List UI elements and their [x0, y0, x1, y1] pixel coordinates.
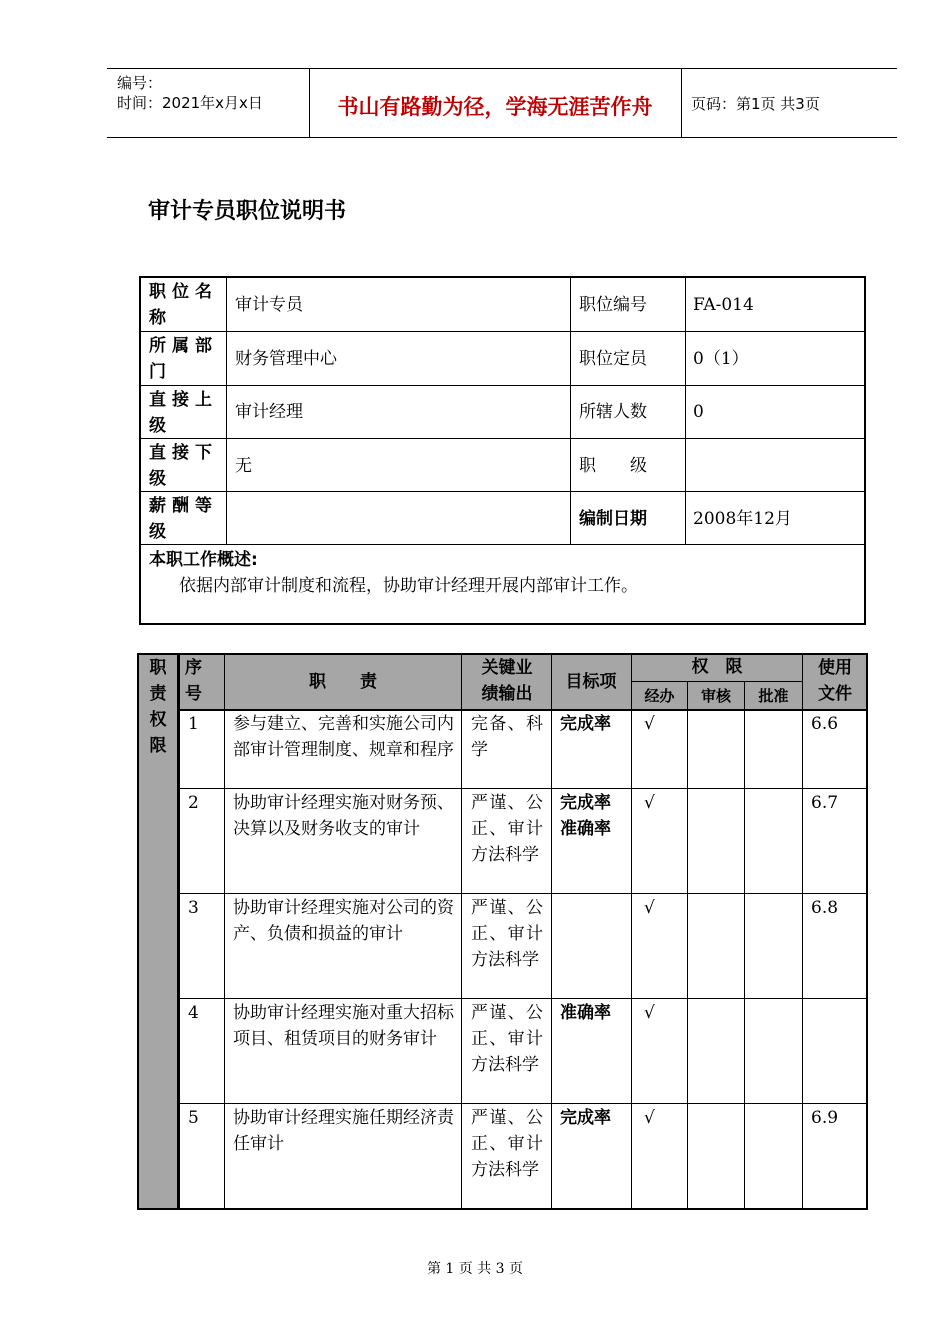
row-3-handle: √ [644, 898, 655, 918]
row-3-output: 严谨、公正、审计方法科学 [471, 898, 543, 970]
row-1-seq: 1 [188, 714, 199, 734]
summary-text: 依据内部审计制度和流程，协助审计经理开展内部审计工作。 [179, 576, 638, 596]
row-1-doc: 6.6 [811, 714, 839, 734]
row-2-seq: 2 [188, 793, 199, 813]
header-handle: 经办 [644, 687, 675, 705]
label-grade: 职 级 [579, 456, 647, 476]
header-motto: 书山有路勤为径，学海无涯苦作舟 [337, 95, 653, 119]
value-superior: 审计经理 [235, 402, 303, 422]
row-2-output: 严谨、公正、审计方法科学 [471, 793, 543, 865]
row-2-target: 完成率 准确率 [560, 793, 611, 839]
label-position-code: 职位编号 [579, 295, 647, 315]
header-approve: 批准 [758, 687, 789, 705]
summary-label: 本职工作概述: [149, 550, 258, 570]
value-department: 财务管理中心 [235, 349, 337, 369]
header-doc: 使用文件 [818, 658, 852, 704]
row-3-doc: 6.8 [811, 898, 839, 918]
value-subordinates-count: 0 [693, 402, 704, 422]
label-compile-date: 编制日期 [579, 509, 647, 529]
page-footer: 第 1 页 共 3 页 [426, 1261, 524, 1277]
row-2-doc: 6.7 [811, 793, 839, 813]
value-compile-date: 2008年12月 [693, 509, 792, 529]
header-target: 目标项 [565, 672, 617, 692]
row-1-target: 完成率 [560, 714, 611, 734]
header-seq: 序号 [185, 658, 202, 704]
label-subordinate: 直接下级 [149, 443, 218, 489]
label-headcount: 职位定员 [579, 349, 647, 369]
row-1-duty: 参与建立、完善和实施公司内部审计管理制度、规章和程序 [233, 714, 454, 760]
label-subordinates-count: 所辖人数 [579, 402, 647, 422]
label-department: 所属部门 [149, 336, 218, 382]
row-4-output: 严谨、公正、审计方法科学 [471, 1003, 543, 1075]
row-1-output: 完备、科学 [471, 714, 543, 760]
row-5-output: 严谨、公正、审计方法科学 [471, 1108, 543, 1180]
row-3-duty: 协助审计经理实施对公司的资产、负债和损益的审计 [233, 898, 454, 944]
position-info-table [139, 276, 866, 625]
value-headcount: 0（1） [693, 349, 749, 369]
duty-authority-table [137, 653, 868, 1210]
header-review: 审核 [700, 687, 731, 705]
label-salary-level: 薪酬等级 [149, 496, 218, 542]
header-meta [117, 73, 263, 113]
row-2-handle: √ [644, 793, 655, 813]
time-label: 时间：2021年x月x日 [117, 94, 263, 112]
page-header [107, 68, 897, 138]
header-authority: 权 限 [691, 657, 743, 677]
row-4-duty: 协助审计经理实施对重大招标项目、租赁项目的财务审计 [233, 1003, 454, 1049]
row-3-seq: 3 [188, 898, 199, 918]
row-5-handle: √ [644, 1108, 655, 1128]
label-superior: 直接上级 [149, 390, 218, 436]
document-title: 审计专员职位说明书 [148, 199, 347, 224]
row-5-doc: 6.9 [811, 1108, 839, 1128]
value-subordinate: 无 [235, 456, 252, 476]
row-5-target: 完成率 [560, 1108, 611, 1128]
value-position-code: FA-014 [693, 295, 754, 315]
row-1-handle: √ [644, 714, 655, 734]
row-2-duty: 协助审计经理实施对财务预、决算以及财务收支的审计 [233, 793, 454, 839]
number-label: 编号： [117, 74, 163, 92]
value-position-name: 审计专员 [235, 295, 303, 315]
row-5-seq: 5 [188, 1108, 199, 1128]
header-duty: 职 责 [309, 672, 377, 692]
page-info: 页码：第1页 共3页 [691, 95, 820, 113]
label-position-name: 职位名称 [149, 282, 218, 328]
row-5-duty: 协助审计经理实施任期经济责任审计 [233, 1108, 454, 1154]
row-4-handle: √ [644, 1003, 655, 1023]
row-4-seq: 4 [188, 1003, 199, 1023]
header-key-output: 关键业绩输出 [481, 658, 533, 704]
row-4-target: 准确率 [560, 1003, 611, 1023]
side-label-duty-authority: 职责权限 [149, 658, 167, 756]
